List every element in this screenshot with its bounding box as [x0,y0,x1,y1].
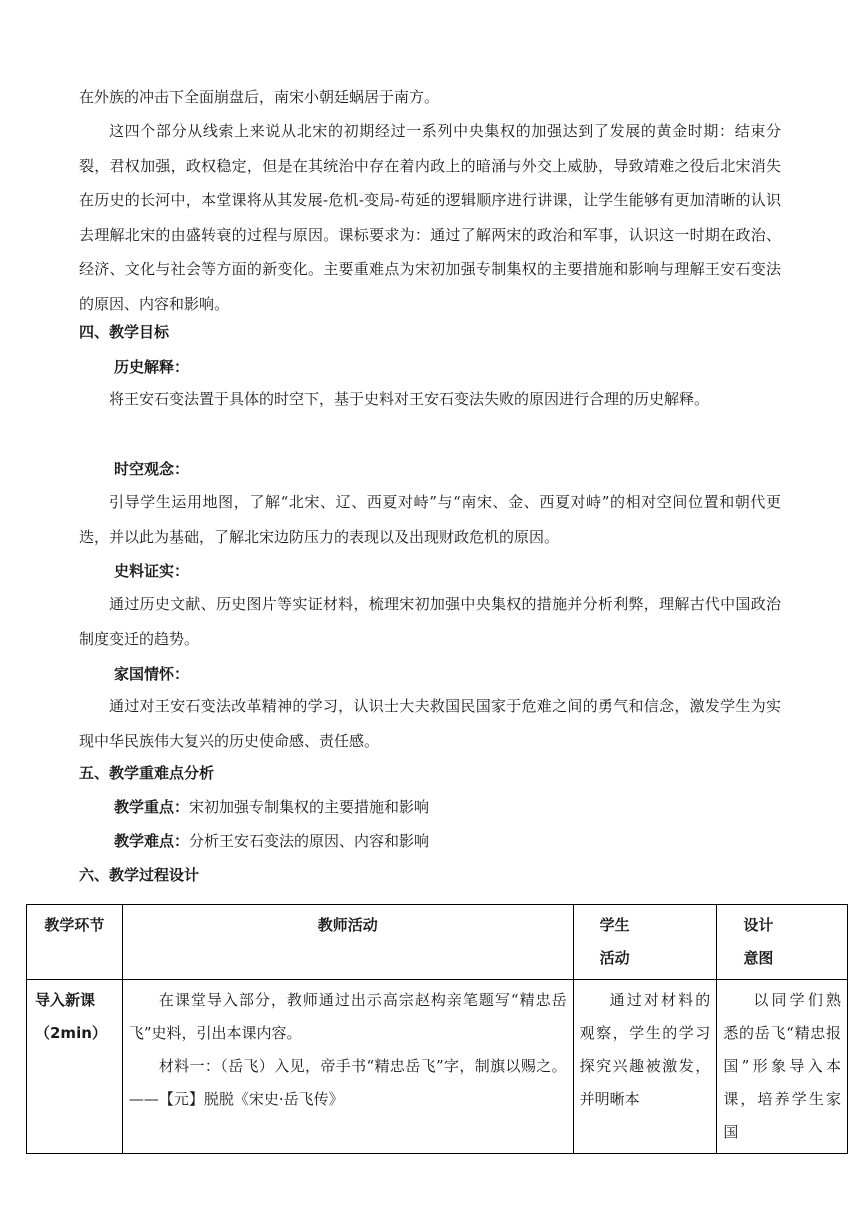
goal-text-patriotism: 通过对王安石变法改革精神的学习，认识士大夫救国民国家于危难之间的勇气和信念，激发学生为实现中华民族伟大复兴的历史使命感、责任感。 [79,697,781,750]
goal-label-patriotism: 家国情怀： [114,665,190,683]
cell-design-intent [717,980,848,1154]
phase-time: （2min） [35,1024,107,1042]
goal-text-history-explanation: 将王安石变法置于具体的时空下，基于史料对王安石变法失败的原因进行合理的历史解释。 [109,390,710,408]
difficulty-line [114,829,429,853]
header-phase: 教学环节 [27,905,123,980]
difficulty-label: 教学难点： [114,832,190,850]
lesson-process-table [26,904,848,1154]
goal-label-evidence: 史料证实： [114,562,190,580]
key-point-line [114,795,429,819]
goal-text-evidence: 通过历史文献、历史图片等实证材料，梳理宋初加强中央集权的措施并分析利弊，理解古代中国政治制度变迁的趋势。 [79,595,781,648]
goal-label-space-time: 时空观念： [114,460,190,478]
header-design-line2: 意图 [743,949,774,967]
key-point-text: 宋初加强专制集权的主要措施和影响 [189,798,430,816]
header-design-intent [717,905,848,980]
student-activity-text: 通过对材料的观察，学生的学习探究兴趣被激发，并明晰本 [579,991,711,1108]
header-student-line1: 学生 [599,916,630,934]
phase-name: 导入新课 [35,991,96,1009]
header-teacher-activity: 教师活动 [122,905,573,980]
section-title-process: 六、教学过程设计 [79,866,200,884]
paragraph-continuation: 在外族的冲击下全面崩盘后，南宋小朝廷蜗居于南方。 [79,88,440,106]
key-point-label: 教学重点： [114,798,190,816]
goal-text-space-time: 引导学生运用地图，了解“北宋、辽、西夏对峙”与“南宋、金、西夏对峙”的相对空间位置和朝代更迭，并以此为基础，了解北宋边防压力的表现以及出现财政危机的原因。 [79,493,781,546]
header-design-line1: 设计 [743,916,774,934]
header-student-line2: 活动 [599,949,630,967]
cell-student-activity [573,980,717,1154]
table-header-row [27,905,848,980]
cell-phase [27,980,123,1154]
header-student-activity [573,905,717,980]
teacher-activity-material: 材料一：（岳飞）入见，帝手书“精忠岳飞”字，制旗以赐之。——【元】脱脱《宋史·岳飞传》 [128,1057,567,1108]
section-title-goals: 四、教学目标 [79,323,170,341]
table-row [27,980,848,1154]
goal-label-history-explanation: 历史解释： [114,358,190,376]
difficulty-text: 分析王安石变法的原因、内容和影响 [189,832,430,850]
teacher-activity-intro: 在课堂导入部分，教师通过出示高宗赵构亲笔题写“精忠岳飞”史料，引出本课内容。 [128,991,567,1042]
paragraph-overview: 这四个部分从线索上来说从北宋的初期经过一系列中央集权的加强达到了发展的黄金时期：结束分裂，君权加强，政权稳定，但是在其统治中存在着内政上的暗涌与外交上威胁，导致靖难之役后北宋消失在历史的长河中，本堂课将从其发展-危机-变局-苟延的逻辑顺序进行讲课，让学生能够有更加清晰的认识去理解北宋的由盛转衰的过程与原因。课标要求为：通过了解两宋的政治和军事，认识这一时期在政治、经济、文化与社会等方面的新变化。主要重难点为宋初加强专制集权的主要措施和影响与理解王安石变法的原因、内容和影响。 [79,122,781,313]
section-title-key-points: 五、教学重难点分析 [79,764,215,782]
cell-teacher-activity [122,980,573,1154]
design-intent-text: 以同学们熟悉的岳飞“精忠报国”形象导入本课，培养学生家国 [723,991,841,1141]
